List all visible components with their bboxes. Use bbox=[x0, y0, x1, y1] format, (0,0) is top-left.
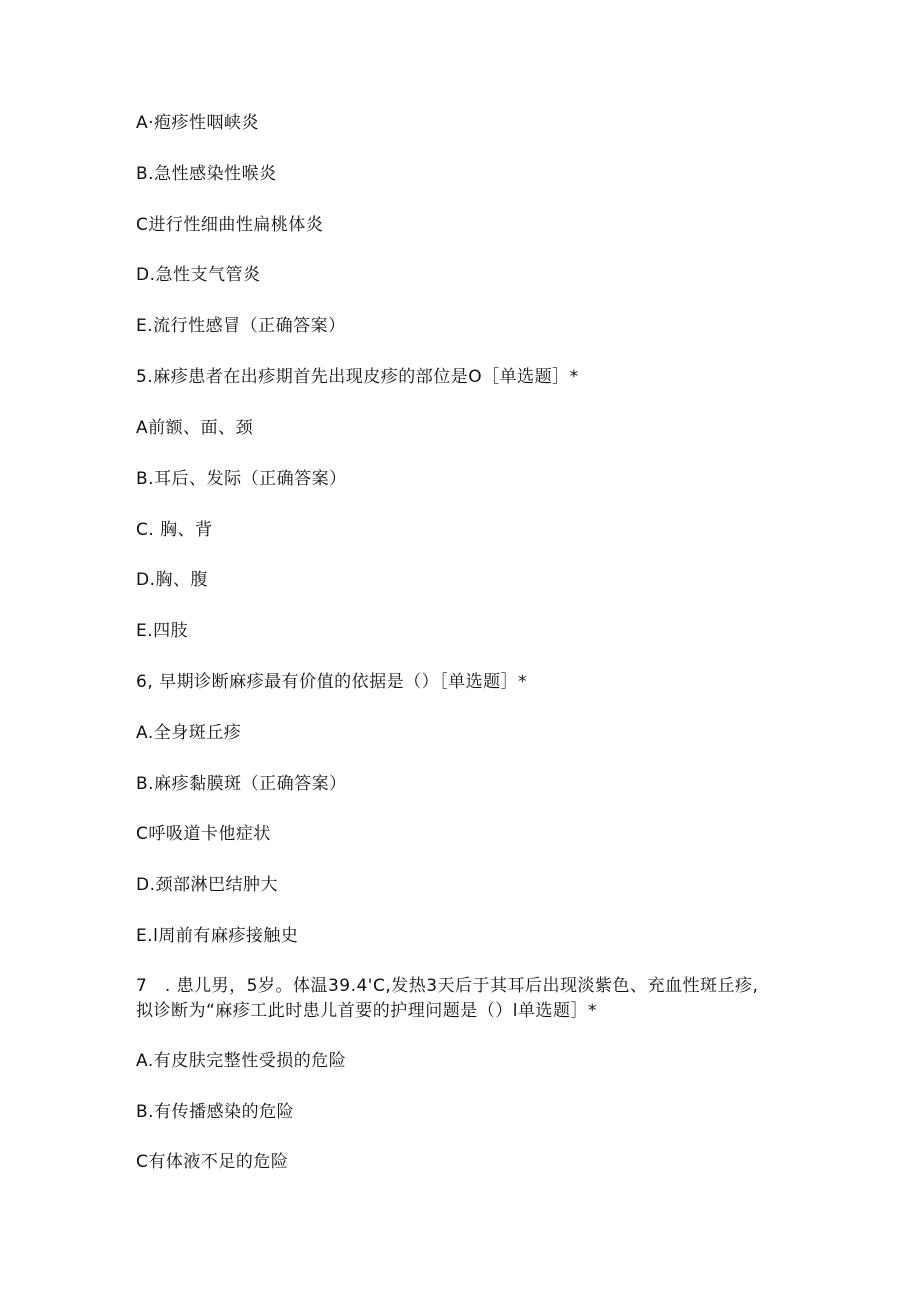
option-6e: E.l周前有麻疹接触史 bbox=[136, 926, 299, 946]
option-4a: A·疱疹性咽峡炎 bbox=[136, 113, 260, 133]
question-7-line-1: 7 . 患儿男，5岁。体温39.4'C,发热3天后于其耳后出现淡紫色、充血性斑丘疹, bbox=[136, 976, 759, 996]
option-4b: B.急性感染性喉炎 bbox=[136, 164, 277, 184]
option-7a: A.有皮肤完整性受损的危险 bbox=[136, 1051, 347, 1071]
question-6: 6, 早期诊断麻疹最有价值的依据是（）［单选题］* bbox=[136, 672, 528, 692]
option-5e: E.四肢 bbox=[136, 621, 189, 641]
option-6d: D.颈部淋巴结肿大 bbox=[136, 875, 278, 895]
option-4c: C进行性细曲性扁桃体炎 bbox=[136, 215, 324, 235]
option-4d: D.急性支气管炎 bbox=[136, 265, 261, 285]
option-5b: B.耳后、发际（正确答案） bbox=[136, 469, 347, 489]
option-7c: C有体液不足的危险 bbox=[136, 1152, 289, 1172]
option-4e: E.流行性感冒（正确答案） bbox=[136, 316, 346, 336]
option-6a: A.全身斑丘疹 bbox=[136, 723, 242, 743]
question-7-line-2: 拟诊断为“麻疹工此时患儿首要的护理问题是（）l单选题］* bbox=[136, 1001, 598, 1021]
option-6b: B.麻疹黏膜斑（正确答案） bbox=[136, 774, 347, 794]
option-5c: C. 胸、背 bbox=[136, 520, 213, 540]
option-7b: B.有传播感染的危险 bbox=[136, 1102, 295, 1122]
option-5d: D.胸、腹 bbox=[136, 570, 208, 590]
question-5: 5.麻疹患者在出疹期首先出现皮疹的部位是O［单选题］* bbox=[136, 367, 579, 387]
option-5a: A前额、面、颈 bbox=[136, 418, 254, 438]
option-6c: C呼吸道卡他症状 bbox=[136, 824, 271, 844]
